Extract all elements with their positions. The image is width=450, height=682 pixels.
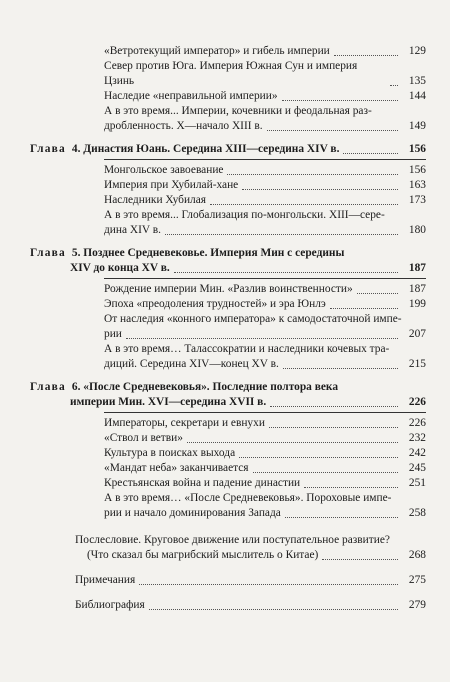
page-number: 245 (408, 462, 426, 474)
toc-entry[interactable]: Наследие «неправильной империи» 144 (104, 90, 426, 102)
toc-entry[interactable]: Императоры, секретари и евнухи 226 (104, 417, 426, 429)
chapter-divider (104, 412, 426, 413)
toc-entry-wrap-line: А в это время… «После Средневековья». Пороховые импе- (104, 492, 392, 504)
page-number: 129 (408, 45, 426, 57)
chapter-5-heading[interactable]: Глава 5. Позднее Средневековье. Империя Мин с середины XIV до конца XV в. 187 (30, 247, 426, 274)
page-number: 135 (408, 75, 426, 87)
table-of-contents (30, 44, 426, 613)
toc-entry[interactable]: диций. Середина XIV—конец XV в. 215 (104, 358, 426, 370)
notes-entry[interactable]: Примечания 275 (75, 574, 426, 586)
toc-entry[interactable]: Крестьянская война и падение династии 251 (104, 477, 426, 489)
chapter-divider (104, 159, 426, 160)
page-number: 187 (408, 283, 426, 295)
toc-entry[interactable]: Рождение империи Мин. «Разлив воинственности» 187 (104, 283, 426, 295)
page-number: 232 (408, 432, 426, 444)
page-number: 144 (408, 90, 426, 102)
page-number: 156 (408, 164, 426, 176)
page-number: 258 (408, 507, 426, 519)
toc-entry[interactable]: Наследники Хубилая 173 (104, 194, 426, 206)
page-number: 199 (408, 298, 426, 310)
page-number: 215 (408, 358, 426, 370)
page-number: 242 (408, 447, 426, 459)
page-number: 275 (408, 574, 426, 586)
chapter-6-heading[interactable]: Глава 6. «После Средневековья». Последние полтора века империи Мин. XVI—середина XVII в. 226 (30, 381, 426, 408)
toc-entry[interactable]: «Ствол и ветви» 232 (104, 432, 426, 444)
page-number: 149 (408, 120, 426, 132)
toc-entry[interactable]: дробленность. X—начало XIII в. 149 (104, 120, 426, 132)
page-number: 279 (408, 599, 426, 611)
toc-entry[interactable]: Эпоха «преодоления трудностей» и эра Юнлэ 199 (104, 298, 426, 310)
toc-entry[interactable]: Монгольское завоевание 156 (104, 164, 426, 176)
page-number: 268 (408, 549, 426, 561)
page-number: 207 (408, 328, 426, 340)
toc-entry[interactable]: «Ветротекущий император» и гибель империи 129 (104, 45, 426, 57)
bibliography-entry[interactable]: Библиография 279 (75, 599, 426, 611)
toc-entry[interactable]: рии 207 (104, 328, 426, 340)
toc-entry-wrap-line: От наследия «конного императора» к самодостаточной импе- (104, 313, 402, 325)
page-number: 173 (408, 194, 426, 206)
afterword-entry[interactable]: Послесловие. Круговое движение или поступательное развитие? (Что сказал бы магрибский мыслитель о Китае) 268 (75, 534, 426, 561)
chapter-4-heading[interactable]: Глава 4. Династия Юань. Середина XIII—середина XIV в. 156 (30, 143, 426, 155)
toc-entry[interactable]: дина XIV в. 180 (104, 224, 426, 236)
page-number: 156 (408, 143, 426, 155)
page-number: 226 (408, 396, 426, 408)
toc-entry[interactable]: рии и начало доминирования Запада 258 (104, 507, 426, 519)
toc-entry-wrap-line: А в это время... Империи, кочевники и феодальная раз- (104, 105, 372, 117)
page-number: 163 (408, 179, 426, 191)
toc-entry-wrap-line: А в это время… Талассократии и наследники кочевых тра- (104, 343, 390, 355)
toc-entry-wrap-line: А в это время... Глобализация по-монгольски. XIII—сере- (104, 209, 385, 221)
page-number: 180 (408, 224, 426, 236)
toc-entry[interactable]: Империя при Хубилай-хане 163 (104, 179, 426, 191)
page-number: 251 (408, 477, 426, 489)
toc-entry[interactable]: Культура в поисках выхода 242 (104, 447, 426, 459)
chapter-divider (104, 278, 426, 279)
toc-entry[interactable]: «Мандат неба» заканчивается 245 (104, 462, 426, 474)
toc-entry[interactable]: Север против Юга. Империя Южная Сун и империя Цзинь 135 (104, 60, 426, 87)
page-number: 226 (408, 417, 426, 429)
page-number: 187 (408, 262, 426, 274)
